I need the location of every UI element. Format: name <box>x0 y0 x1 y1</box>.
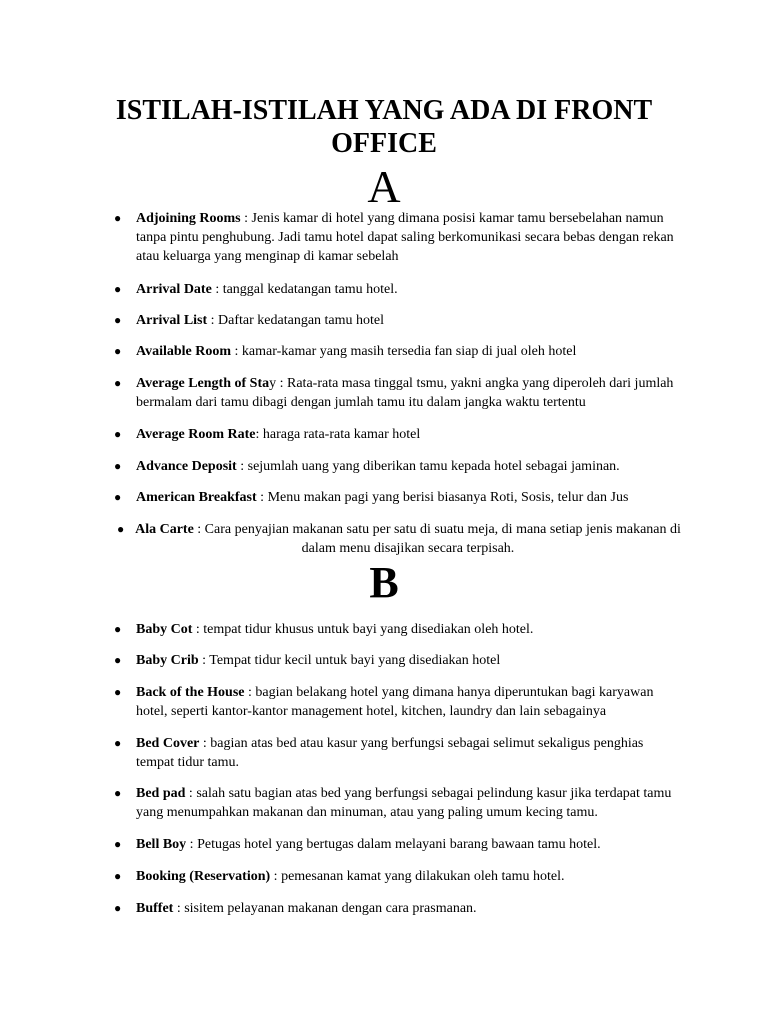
entry-separator: : <box>193 522 205 537</box>
entry-separator: : <box>186 837 198 852</box>
bullet-icon: ● <box>114 427 122 441</box>
entry-text <box>136 867 684 886</box>
entry-definition: salah satu bagian atas bed yang berfungsi sebagai pelindung kasur jika terdapat tamu yang menumpahkan makanan dan minuman, atau yang paling umum kecing tamu. <box>136 786 672 820</box>
bullet-icon: ● <box>117 522 125 536</box>
entry-term: Back of the House <box>136 685 245 700</box>
section-letter-a: A <box>367 161 401 212</box>
entry-text <box>136 899 684 918</box>
bullet-icon: ● <box>114 344 122 358</box>
entry-term: Adjoining Rooms <box>136 211 241 226</box>
entry-term: Booking (Reservation) <box>136 869 271 884</box>
entry-definition: tanggal kedatangan tamu hotel. <box>222 282 398 297</box>
entry-text <box>136 425 684 444</box>
bullet-icon: ● <box>114 786 122 800</box>
entry-term: Bed Cover <box>136 736 200 751</box>
entry-term: Arrival Date <box>136 282 212 297</box>
entry-separator: : <box>244 685 256 700</box>
entry-definition: sejumlah uang yang diberikan tamu kepada hotel sebagai jaminan. <box>247 459 620 474</box>
bullet-icon: ● <box>114 685 122 699</box>
entry-text <box>136 784 684 822</box>
bullet-icon: ● <box>114 376 122 390</box>
entry-separator: : <box>185 786 197 801</box>
entry-separator: : <box>199 736 211 751</box>
entry-separator: : <box>255 427 263 442</box>
entry-separator: : <box>231 344 242 359</box>
bullet-icon: ● <box>114 282 122 296</box>
entry-text <box>136 342 684 361</box>
entry-term: Average Room Rate <box>136 427 256 442</box>
entry-term: Baby Crib <box>136 653 199 668</box>
bullet-icon: ● <box>114 622 122 636</box>
entry-text <box>136 734 684 772</box>
entry-definition: Jenis kamar di hotel yang dimana posisi kamar tamu bersebelahan namun tanpa pintu penghubung. Jadi tamu hotel dapat saling berkomunikasi secara bebas dengan rekan atau keluarga yang menginap di kamar sebelah <box>136 211 674 264</box>
bullet-icon: ● <box>114 459 122 473</box>
section-letter-b: B <box>369 558 399 607</box>
entry-text <box>136 651 684 670</box>
entry-separator: : <box>198 653 210 668</box>
entry-separator: : <box>256 490 268 505</box>
entry-term: Ala Carte <box>135 522 194 537</box>
bullet-icon: ● <box>114 901 122 915</box>
entry-separator: : <box>207 313 219 328</box>
bullet-icon: ● <box>114 211 122 225</box>
entry-definition: Tempat tidur kecil untuk bayi yang disediakan hotel <box>209 653 501 668</box>
entry-definition: bagian atas bed atau kasur yang berfungsi sebagai selimut sekaligus penghias tempat tidur tamu. <box>136 736 644 770</box>
bullet-icon: ● <box>114 313 122 327</box>
entry-term: American Breakfast <box>136 490 257 505</box>
entry-definition: sisitem pelayanan makanan dengan cara prasmanan. <box>184 901 477 916</box>
entry-separator: : <box>270 869 282 884</box>
bullet-icon: ● <box>114 653 122 667</box>
entry-separator: : <box>211 282 223 297</box>
entry-text <box>136 311 684 330</box>
entry-text <box>136 620 684 639</box>
entry-definition: Petugas hotel yang bertugas dalam melayani barang bawaan tamu hotel. <box>197 837 601 852</box>
entry-definition: Rata-rata masa tinggal tsmu, yakni angka yang diperoleh dari jumlah bermalam dari tamu dibagi dengan jumlah tamu itu dalam jangka waktu tertentu <box>136 376 674 410</box>
entry-term: Bed pad <box>136 786 186 801</box>
entry-term: Arrival List <box>136 313 208 328</box>
entry-definition: Menu makan pagi yang berisi biasanya Roti, Sosis, telur dan Jus <box>267 490 629 505</box>
bullet-icon: ● <box>114 490 122 504</box>
entry-definition: pemesanan kamat yang dilakukan oleh tamu hotel. <box>281 869 565 884</box>
entry-term: Available Room <box>136 344 232 359</box>
entry-definition: bagian belakang hotel yang dimana hanya diperuntukan bagi karyawan hotel, seperti kantor-kantor management hotel, kitchen, laundry dan lain sebagainya <box>136 685 654 719</box>
entry-term: Advance Deposit <box>136 459 237 474</box>
entry-definition: Cara penyajian makanan satu per satu di suatu meja, di mana setiap jenis makanan di dalam menu disajikan secara terpisah. <box>204 522 681 556</box>
entry-term: Buffet <box>136 901 174 916</box>
entry-separator: : <box>240 211 252 226</box>
entry-term: Baby Cot <box>136 622 193 637</box>
entry-separator: : <box>192 622 204 637</box>
entry-term: Bell Boy <box>136 837 187 852</box>
entry-separator: : <box>236 459 248 474</box>
entry-term: Average Length of Sta <box>136 376 270 391</box>
document-title: ISTILAH-ISTILAH YANG ADA DI FRONT OFFICE <box>115 95 653 159</box>
entry-text <box>132 520 684 558</box>
entry-text <box>136 835 684 854</box>
entry-text <box>136 683 684 721</box>
entry-text <box>136 488 684 507</box>
bullet-icon: ● <box>114 837 122 851</box>
entry-definition: Daftar kedatangan tamu hotel <box>218 313 385 328</box>
entry-text <box>136 280 684 299</box>
entry-definition: kamar-kamar yang masih tersedia fan siap di jual oleh hotel <box>241 344 577 359</box>
entry-text <box>136 209 684 266</box>
bullet-icon: ● <box>114 736 122 750</box>
entry-text <box>136 457 684 476</box>
entry-separator: y : <box>269 376 287 391</box>
entry-text <box>136 374 684 412</box>
entry-definition: tempat tidur khusus untuk bayi yang disediakan oleh hotel. <box>203 622 534 637</box>
entry-separator: : <box>173 901 185 916</box>
entry-definition: haraga rata-rata kamar hotel <box>262 427 421 442</box>
bullet-icon: ● <box>114 869 122 883</box>
